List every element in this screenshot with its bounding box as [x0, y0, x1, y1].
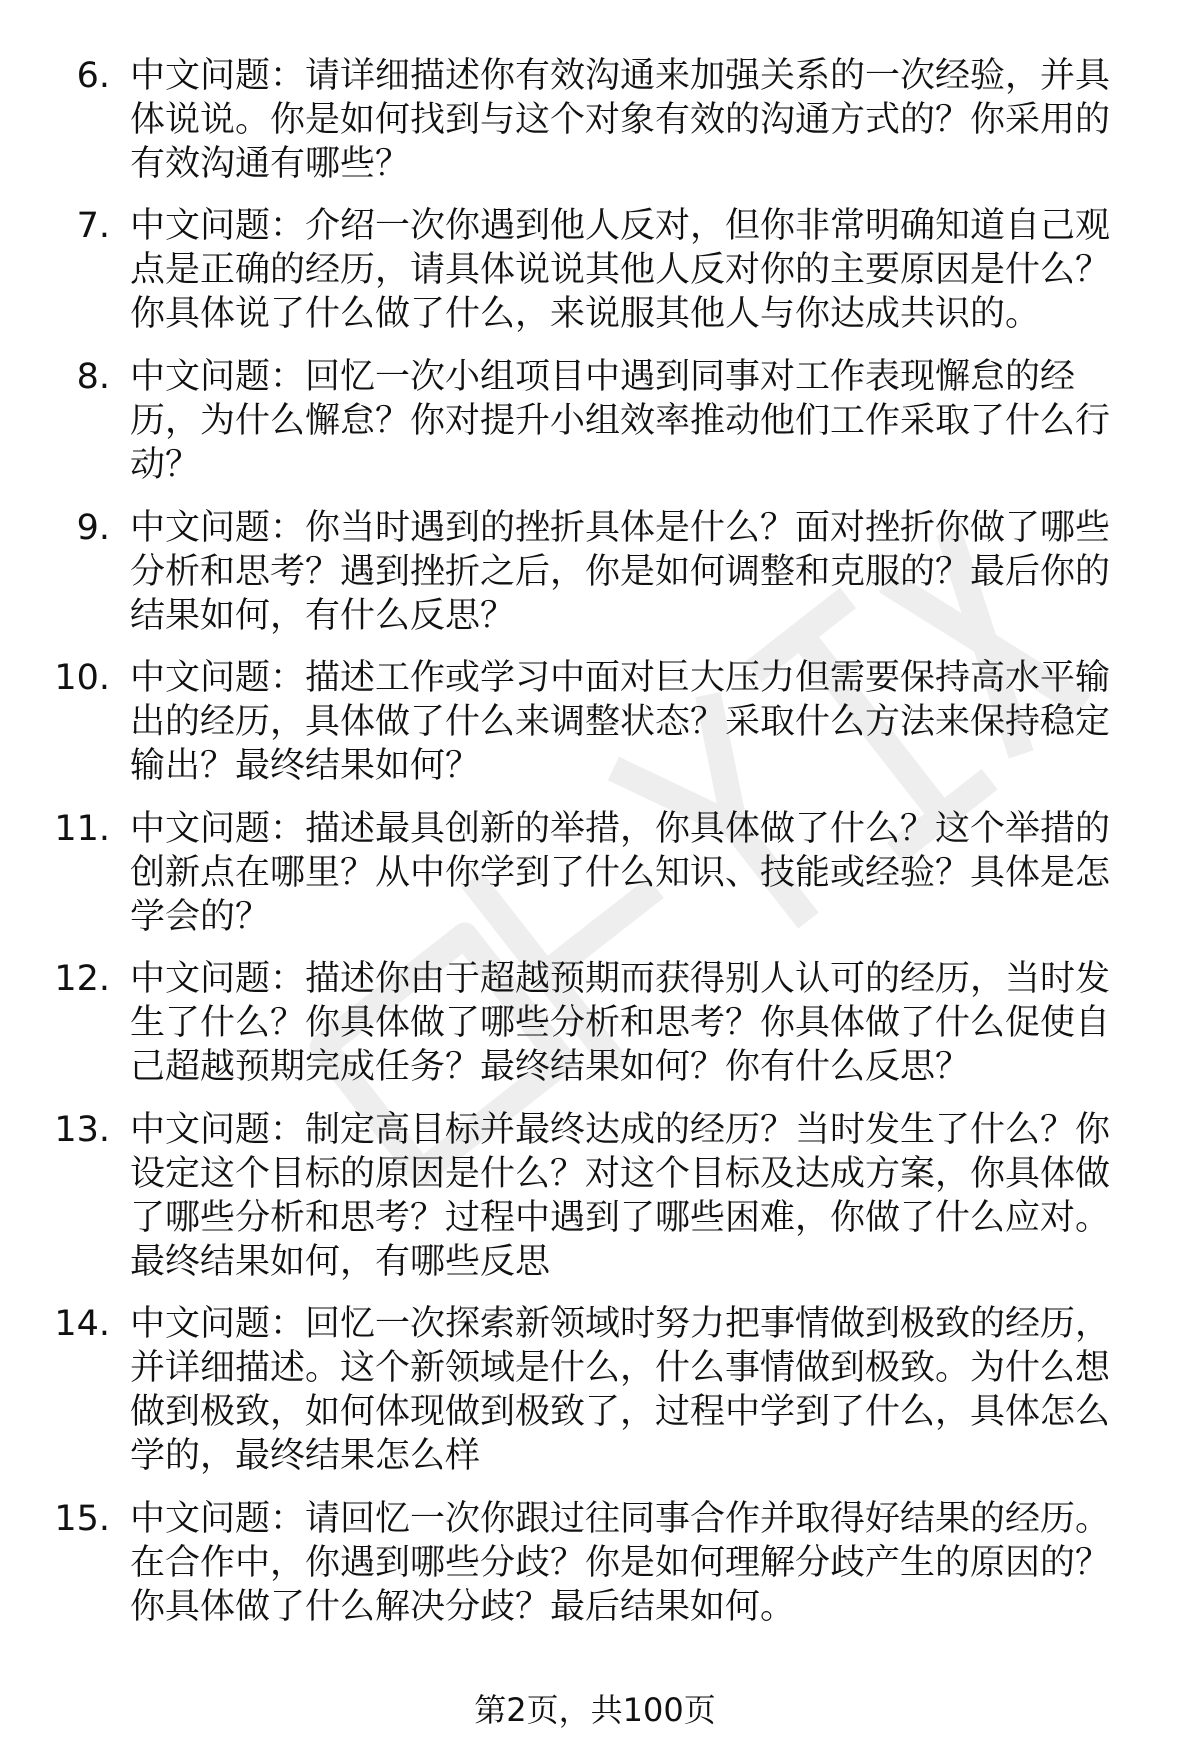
- question-number: 8.: [76, 357, 110, 397]
- question-text: 中文问题：回忆一次小组项目中遇到同事对工作表现懈怠的经历，为什么懈怠？你对提升小组效率推动他们工作采取了什么行动？: [130, 357, 1111, 485]
- question-text: 中文问题：介绍一次你遇到他人反对，但你非常明确知道自己观点是正确的经历，请具体说说其他人反对你的主要原因是什么？你具体说了什么做了什么，来说服其他人与你达成共识的。: [130, 206, 1111, 334]
- question-number: 7.: [76, 206, 110, 246]
- question-text: 中文问题：回忆一次探索新领域时努力把事情做到极致的经历，并详细描述。这个新领域是什么，什么事情做到极致。为什么想做到极致，如何体现做到极致了，过程中学到了什么，具体怎么学的，最终结果怎么样: [130, 1304, 1111, 1476]
- question-text: 中文问题：描述最具创新的举措，你具体做了什么？这个举措的创新点在哪里？从中你学到了什么知识、技能或经验？具体是怎学会的？: [130, 809, 1111, 937]
- question-text: 中文问题：你当时遇到的挫折具体是什么？面对挫折你做了哪些分析和思考？遇到挫折之后，你是如何调整和克服的？最后你的结果如何，有什么反思？: [130, 508, 1111, 636]
- question-number: 9.: [76, 508, 110, 548]
- question-number: 14.: [54, 1304, 110, 1344]
- question-text: 中文问题：请回忆一次你跟过往同事合作并取得好结果的经历。在合作中，你遇到哪些分歧？你是如何理解分歧产生的原因的？你具体做了什么解决分歧？最后结果如何。: [130, 1499, 1111, 1627]
- question-number: 11.: [54, 809, 110, 849]
- question-text: 中文问题：描述工作或学习中面对巨大压力但需要保持高水平输出的经历，具体做了什么来调整状态？采取什么方法来保持稳定输出？最终结果如何？: [130, 658, 1111, 786]
- question-text: 中文问题：请详细描述你有效沟通来加强关系的一次经验，并具体说说。你是如何找到与这个对象有效的沟通方式的？你采用的有效沟通有哪些？: [130, 56, 1111, 184]
- page-footer: 第2页，共100页: [474, 1691, 716, 1729]
- question-number: 10.: [54, 658, 110, 698]
- question-number: 12.: [54, 959, 110, 999]
- question-text: 中文问题：描述你由于超越预期而获得别人认可的经历，当时发生了什么？你具体做了哪些分析和思考？你具体做了什么促使自己超越预期完成任务？最终结果如何？你有什么反思？: [130, 959, 1111, 1087]
- question-number: 15.: [54, 1499, 110, 1539]
- question-number: 6.: [76, 56, 110, 96]
- question-number: 13.: [54, 1110, 110, 1150]
- question-text: 中文问题：制定高目标并最终达成的经历？当时发生了什么？你设定这个目标的原因是什么？对这个目标及达成方案，你具体做了哪些分析和思考？过程中遇到了哪些困难，你做了什么应对。最终结果如何，有哪些反思: [130, 1110, 1111, 1282]
